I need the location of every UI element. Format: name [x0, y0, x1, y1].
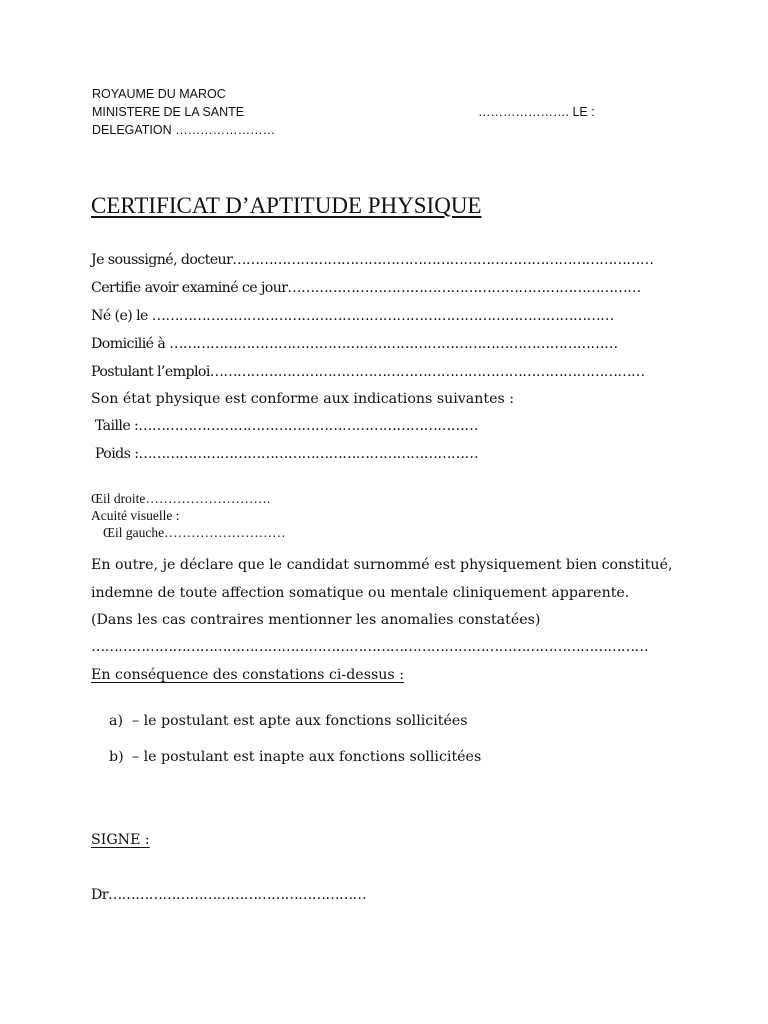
- field-acuite-visuelle: Acuité visuelle :: [91, 508, 180, 523]
- signature-label: SIGNE :: [91, 832, 150, 848]
- field-poids: Poids :…………………………………………………………………: [91, 446, 479, 462]
- field-examine: Certifie avoir examiné ce jour……………………………………………………………………: [91, 280, 641, 296]
- field-docteur: Je soussigné, docteur…………………………………………………………………………………: [91, 252, 654, 268]
- consequence-heading: En conséquence des constations ci-dessus :: [91, 667, 404, 683]
- option-b-marker: b): [109, 749, 124, 765]
- field-oeil-droite: Œil droite……………………….: [91, 491, 271, 506]
- declaration-line-2: indemne de toute affection somatique ou mentale cliniquement apparente.: [91, 585, 630, 601]
- signature-doctor-line: Dr…………………………………………………: [91, 887, 367, 903]
- field-emploi: Postulant l’emploi……………………………………………………………………………………: [91, 364, 645, 380]
- header-delegation: DELEGATION ……………………: [92, 123, 276, 137]
- field-domicile: Domicilié à ………………………………………………………………………………………: [91, 336, 618, 352]
- field-etat-physique: Son état physique est conforme aux indications suivantes :: [91, 391, 515, 407]
- option-a-marker: a): [109, 713, 123, 729]
- header-date: …………………. LE :: [478, 105, 595, 119]
- header-kingdom: ROYAUME DU MAROC: [92, 87, 226, 101]
- declaration-dots: ……………………………………………………………………………………………………………: [91, 639, 649, 655]
- option-apte: – le postulant est apte aux fonctions sollicitées: [132, 713, 468, 729]
- declaration-line-1: En outre, je déclare que le candidat surnommé est physiquement bien constitué,: [91, 557, 673, 573]
- field-taille: Taille :…………………………………………………………………: [91, 418, 478, 434]
- option-inapte: – le postulant est inapte aux fonctions sollicitées: [132, 749, 482, 765]
- document-title: CERTIFICAT D’APTITUDE PHYSIQUE: [91, 193, 482, 218]
- field-oeil-gauche: Œil gauche………………………: [103, 525, 286, 540]
- declaration-line-3: (Dans les cas contraires mentionner les anomalies constatées): [91, 612, 541, 628]
- header-ministry: MINISTERE DE LA SANTE: [92, 105, 245, 119]
- field-birth: Né (e) le …………………………………………………………………………………………: [91, 308, 614, 324]
